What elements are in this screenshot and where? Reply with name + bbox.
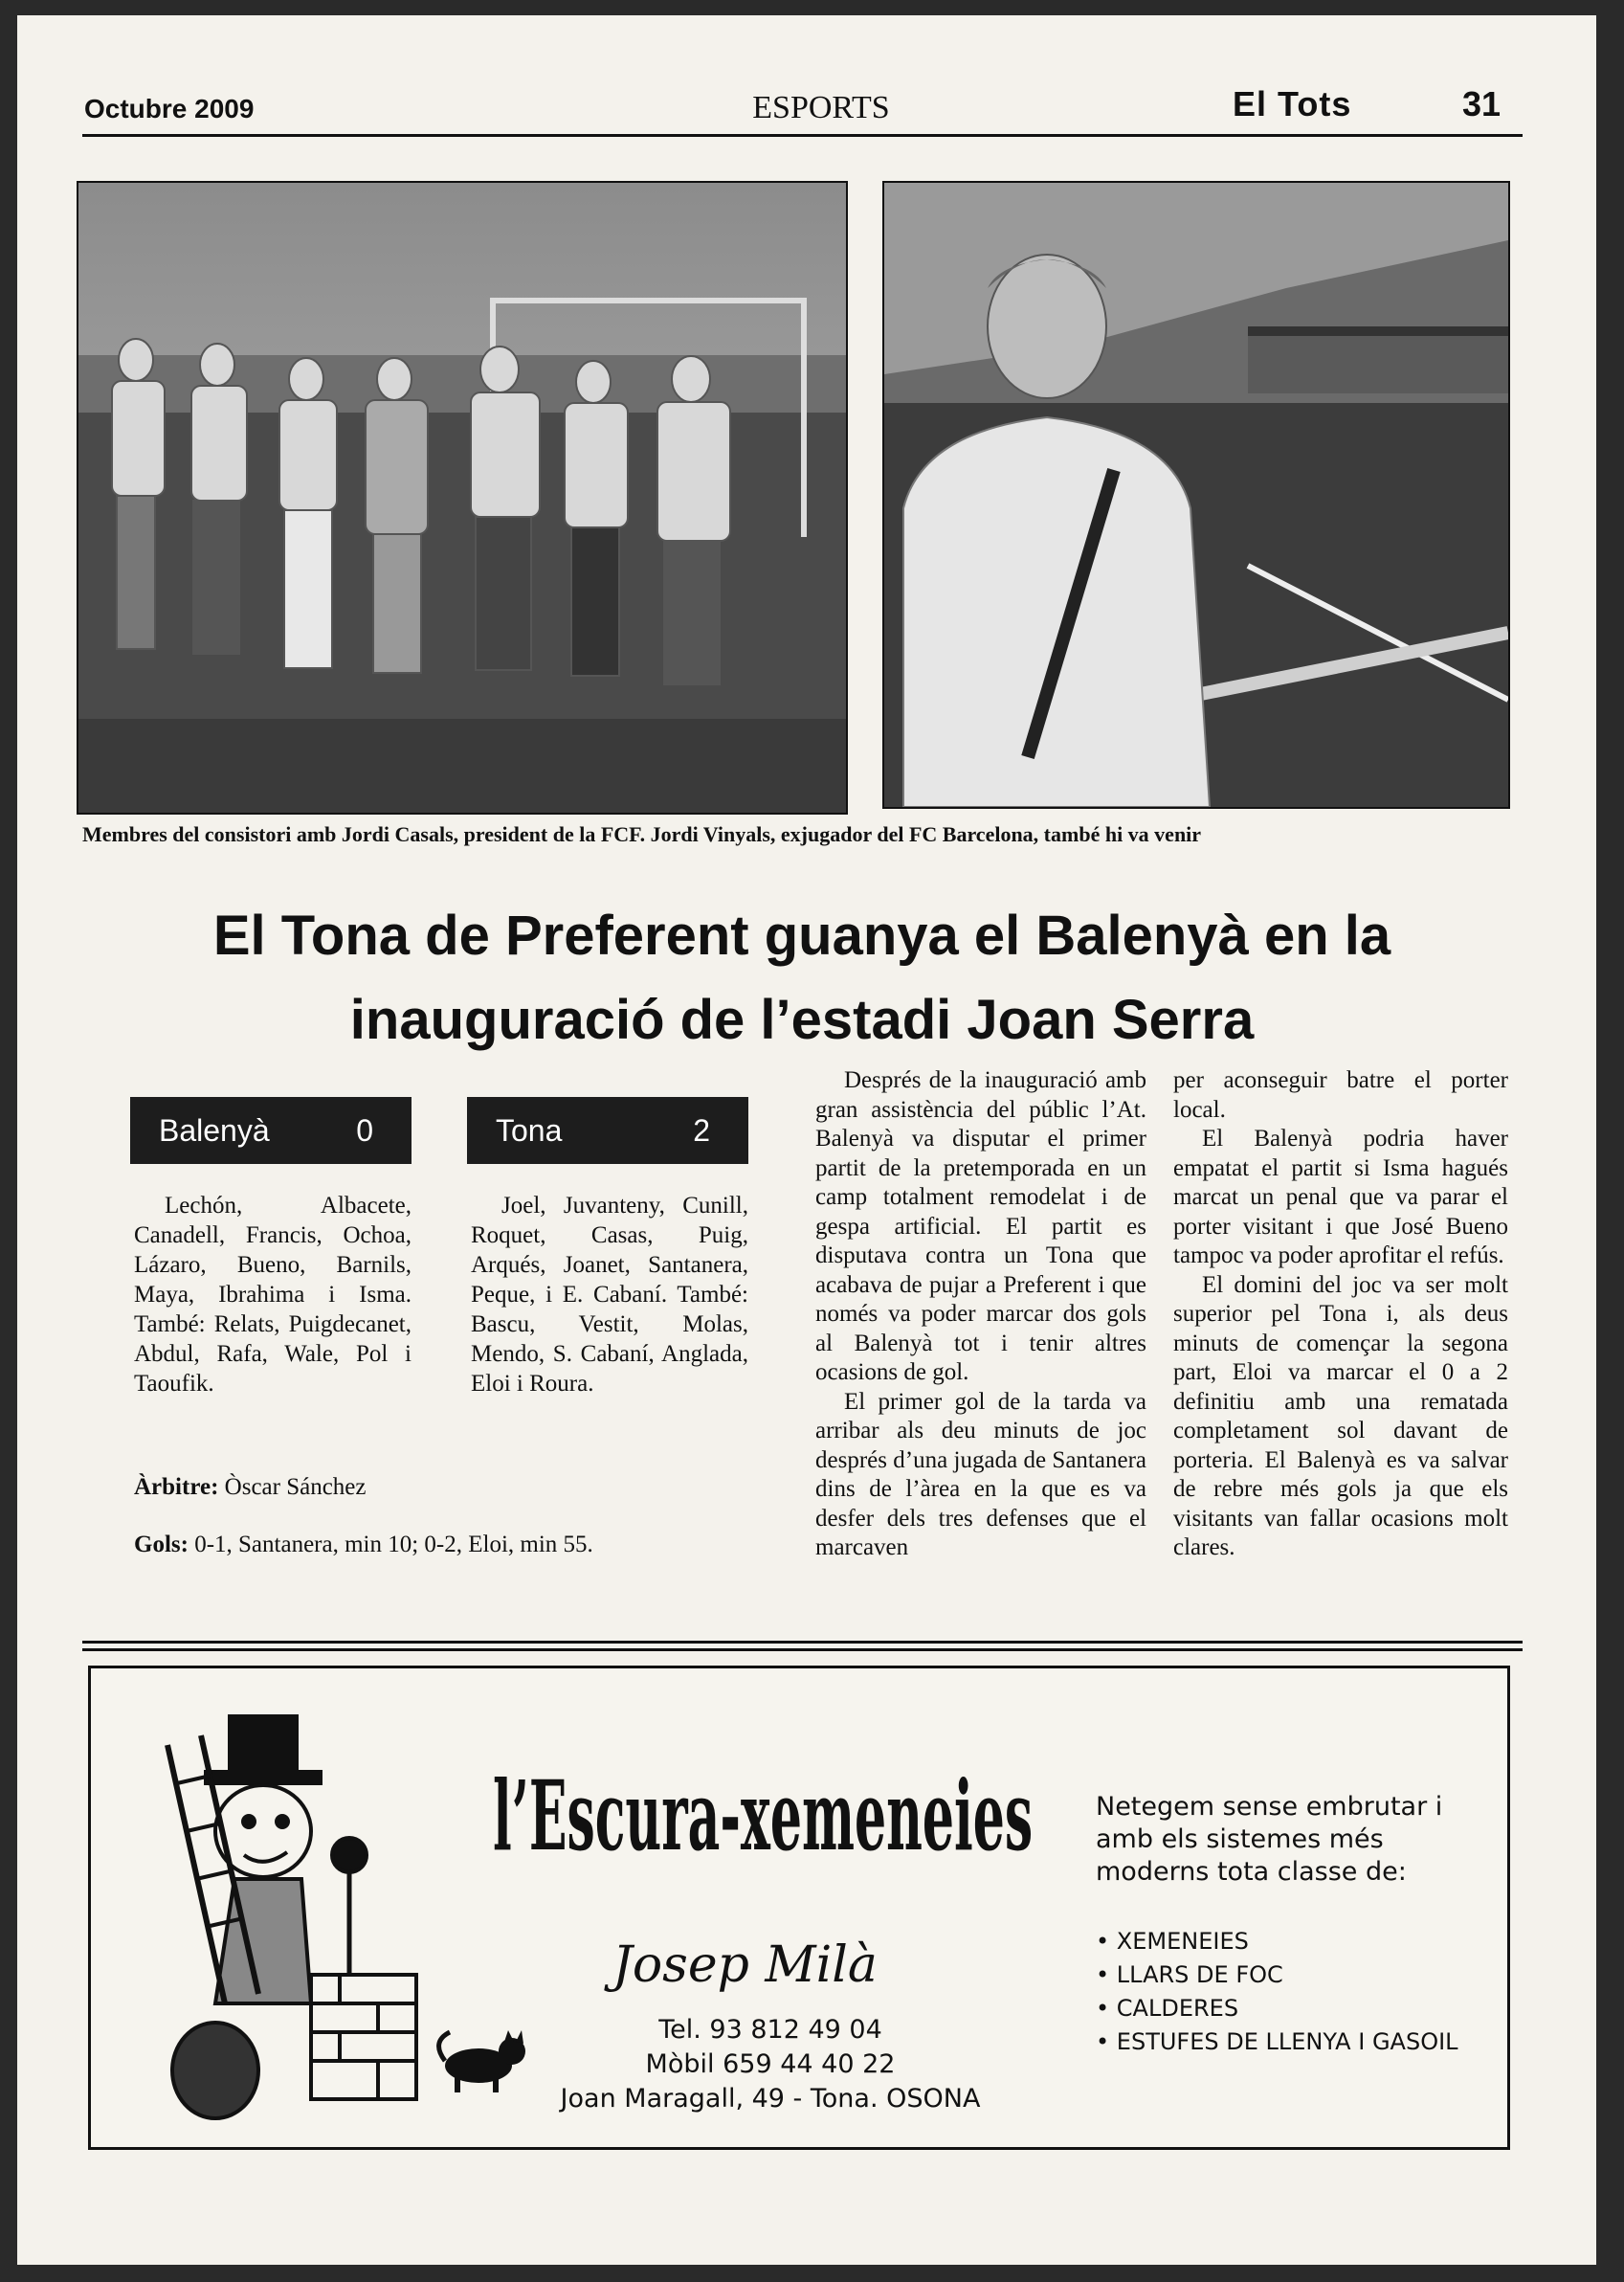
headline-line-1: El Tona de Preferent guanya el Balenyà en la [212,905,1391,967]
header-rule [82,134,1523,137]
ad-rule-top [82,1641,1523,1644]
article-paragraph: El primer gol de la tarda va arribar als deu minuts de joc després d’una jugada de Santanera dins de l’àrea en la que es va desfer dels tres defenses que el marcaven [815,1388,1146,1560]
ad-phone: Tel. 93 812 49 04 [658,2015,882,2045]
home-lineup: Lechón, Albacete, Canadell, Francis, Ochoa, Lázaro, Bueno, Barnils, Maya, Ibrahima i Isma. També: Relats, Puigdecanet, Abdul, Rafa, Wale, Pol i Taoufik. [134,1193,412,1397]
goals-line [134,1532,746,1558]
ad-contact-block [560,2013,981,2116]
page-number: 31 [1462,84,1502,123]
ad-service-item: • ESTUFES DE LLENYA I GASOIL [1096,2025,1498,2059]
referee-label: Àrbitre: [134,1474,219,1500]
photo-caption: Membres del consistori amb Jordi Casals, president de la FCF. Jordi Vinyals, exjugador del FC Barcelona, també hi va venir [82,822,1202,846]
article-paragraph: per aconseguir batre el porter local. [1173,1067,1508,1123]
referee-name: Òscar Sánchez [224,1474,367,1500]
headline [94,894,1510,1063]
score-box-away [467,1097,748,1164]
section-title: ESPORTS [752,90,890,125]
score-box-home [130,1097,412,1164]
article-column-2 [1173,1066,1508,1563]
photo-consistori-group [77,181,848,815]
issue-date: Octubre 2009 [84,94,255,123]
chimney-sweep-illustration-icon [148,1688,455,2128]
photo-jordi-vinyals [882,181,1510,809]
ad-service-item: • XEMENEIES [1096,1925,1498,1958]
article-paragraph: El domini del joc va ser molt superior pel Tona i, als deus minuts de començar la segona part, Eloi va marcar el 0 a 2 definitiu amb una rematada completament sol davant de porteria. El Balenyà es va salvar de rebre més gols ja que els visitants van fallar ocasions molt clares. [1173,1271,1508,1560]
publication-name: El Tots [1233,84,1352,123]
referee-line [134,1474,450,1501]
away-team-name: Tona [496,1113,563,1148]
away-team-goals: 2 [693,1113,710,1148]
ad-services-list [1096,1925,1498,2059]
home-team-name: Balenyà [159,1113,270,1148]
ad-mobile: Mòbil 659 44 40 22 [645,2049,896,2079]
ad-brand-name: l’Escura-xemeneies [493,1759,1034,1872]
away-lineup: Joel, Juvanteny, Cunill, Roquet, Casas, Puig, Arqués, Joanet, Santanera, Peque, i E. Cabaní. També: Bascu, Vestit, Molas, Mendo, S. Cabaní, Anglada, Eloi i Roura. [471,1193,748,1397]
ad-rule-bottom [82,1648,1523,1651]
headline-line-2: inauguració de l’estadi Joan Serra [349,989,1255,1051]
ad-service-item: • LLARS DE FOC [1096,1958,1498,1992]
goals-label: Gols: [134,1532,189,1557]
ad-owner-signature: Josep Milà [612,1936,878,1994]
newspaper-page [17,15,1596,2265]
home-team-goals: 0 [356,1113,373,1148]
cat-icon [435,2013,541,2099]
ad-intro-text: Netegem sense embrutar i amb els sistemes més moderns tota classe de: [1096,1792,1443,1887]
article-paragraph: Després de la inauguració amb gran assistència del públic l’At. Balenyà va disputar el primer partit de la pretemporada en un camp totalment remodelat i de gespa artificial. El partit es disputava contra un Tona que acabava de pujar a Preferent i que només va poder marcar dos gols al Balenyà tot i tenir altres ocasions de gol. [815,1067,1146,1385]
ad-service-item: • CALDERES [1096,1992,1498,2025]
goals-detail: 0-1, Santanera, min 10; 0-2, Eloi, min 55. [194,1532,593,1557]
article-column-1 [815,1066,1146,1563]
ad-address: Joan Maragall, 49 - Tona. OSONA [560,2084,981,2114]
chimney-sweep-advertisement [88,1666,1510,2150]
article-paragraph: El Balenyà podria haver empatat el partit si Isma hagués marcat un penal que va parar el porter visitant i que José Bueno tampoc va poder aprofitar el refús. [1173,1126,1508,1268]
